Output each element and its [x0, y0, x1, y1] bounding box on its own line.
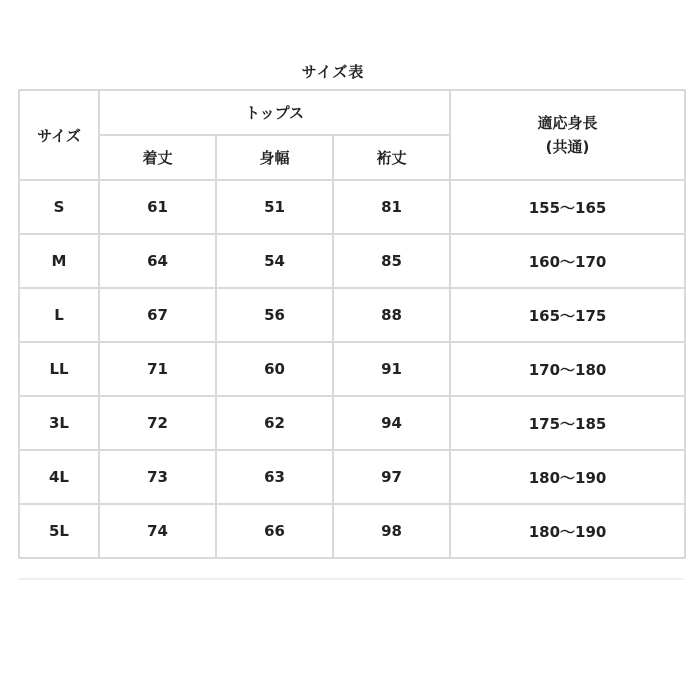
- fit-height-cell: 180〜190: [450, 504, 685, 558]
- sleeve-cell: 88: [333, 288, 450, 342]
- table-row: [19, 180, 685, 234]
- fit-height-cell: 160〜170: [450, 234, 685, 288]
- length-cell: 72: [99, 396, 216, 450]
- table-header-row: [19, 90, 685, 135]
- width-cell: 63: [216, 450, 333, 504]
- fit-height-header-line1: 適応身長: [537, 114, 598, 132]
- fit-height-header: [450, 90, 685, 180]
- fit-height-cell: 155〜165: [450, 180, 685, 234]
- width-cell: 56: [216, 288, 333, 342]
- width-cell: 62: [216, 396, 333, 450]
- fit-height-cell: 180〜190: [450, 450, 685, 504]
- sleeve-cell: 91: [333, 342, 450, 396]
- size-column-header: サイズ: [19, 90, 99, 180]
- table-row: [19, 450, 685, 504]
- tops-group-header: トップス: [99, 90, 450, 135]
- size-cell: 3L: [19, 396, 99, 450]
- size-cell: LL: [19, 342, 99, 396]
- size-cell: M: [19, 234, 99, 288]
- sleeve-cell: 97: [333, 450, 450, 504]
- width-cell: 66: [216, 504, 333, 558]
- page-title: サイズ表: [301, 63, 365, 81]
- size-cell: L: [19, 288, 99, 342]
- length-cell: 64: [99, 234, 216, 288]
- fit-height-cell: 165〜175: [450, 288, 685, 342]
- length-cell: 71: [99, 342, 216, 396]
- bottom-divider: [18, 578, 684, 580]
- fit-height-cell: 175〜185: [450, 396, 685, 450]
- length-cell: 73: [99, 450, 216, 504]
- table-row: [19, 234, 685, 288]
- sleeve-cell: 85: [333, 234, 450, 288]
- length-cell: 74: [99, 504, 216, 558]
- table-row: [19, 396, 685, 450]
- length-column-header: 着丈: [99, 135, 216, 180]
- width-column-header: 身幅: [216, 135, 333, 180]
- sleeve-cell: 94: [333, 396, 450, 450]
- fit-height-header-line2: (共通): [545, 138, 590, 156]
- width-cell: 54: [216, 234, 333, 288]
- table-row: [19, 342, 685, 396]
- size-table: [18, 89, 686, 559]
- length-cell: 61: [99, 180, 216, 234]
- table-row: [19, 288, 685, 342]
- sleeve-cell: 81: [333, 180, 450, 234]
- size-cell: S: [19, 180, 99, 234]
- width-cell: 51: [216, 180, 333, 234]
- fit-height-cell: 170〜180: [450, 342, 685, 396]
- sleeve-column-header: 裄丈: [333, 135, 450, 180]
- length-cell: 67: [99, 288, 216, 342]
- size-cell: 4L: [19, 450, 99, 504]
- size-cell: 5L: [19, 504, 99, 558]
- table-row: [19, 504, 685, 558]
- sleeve-cell: 98: [333, 504, 450, 558]
- width-cell: 60: [216, 342, 333, 396]
